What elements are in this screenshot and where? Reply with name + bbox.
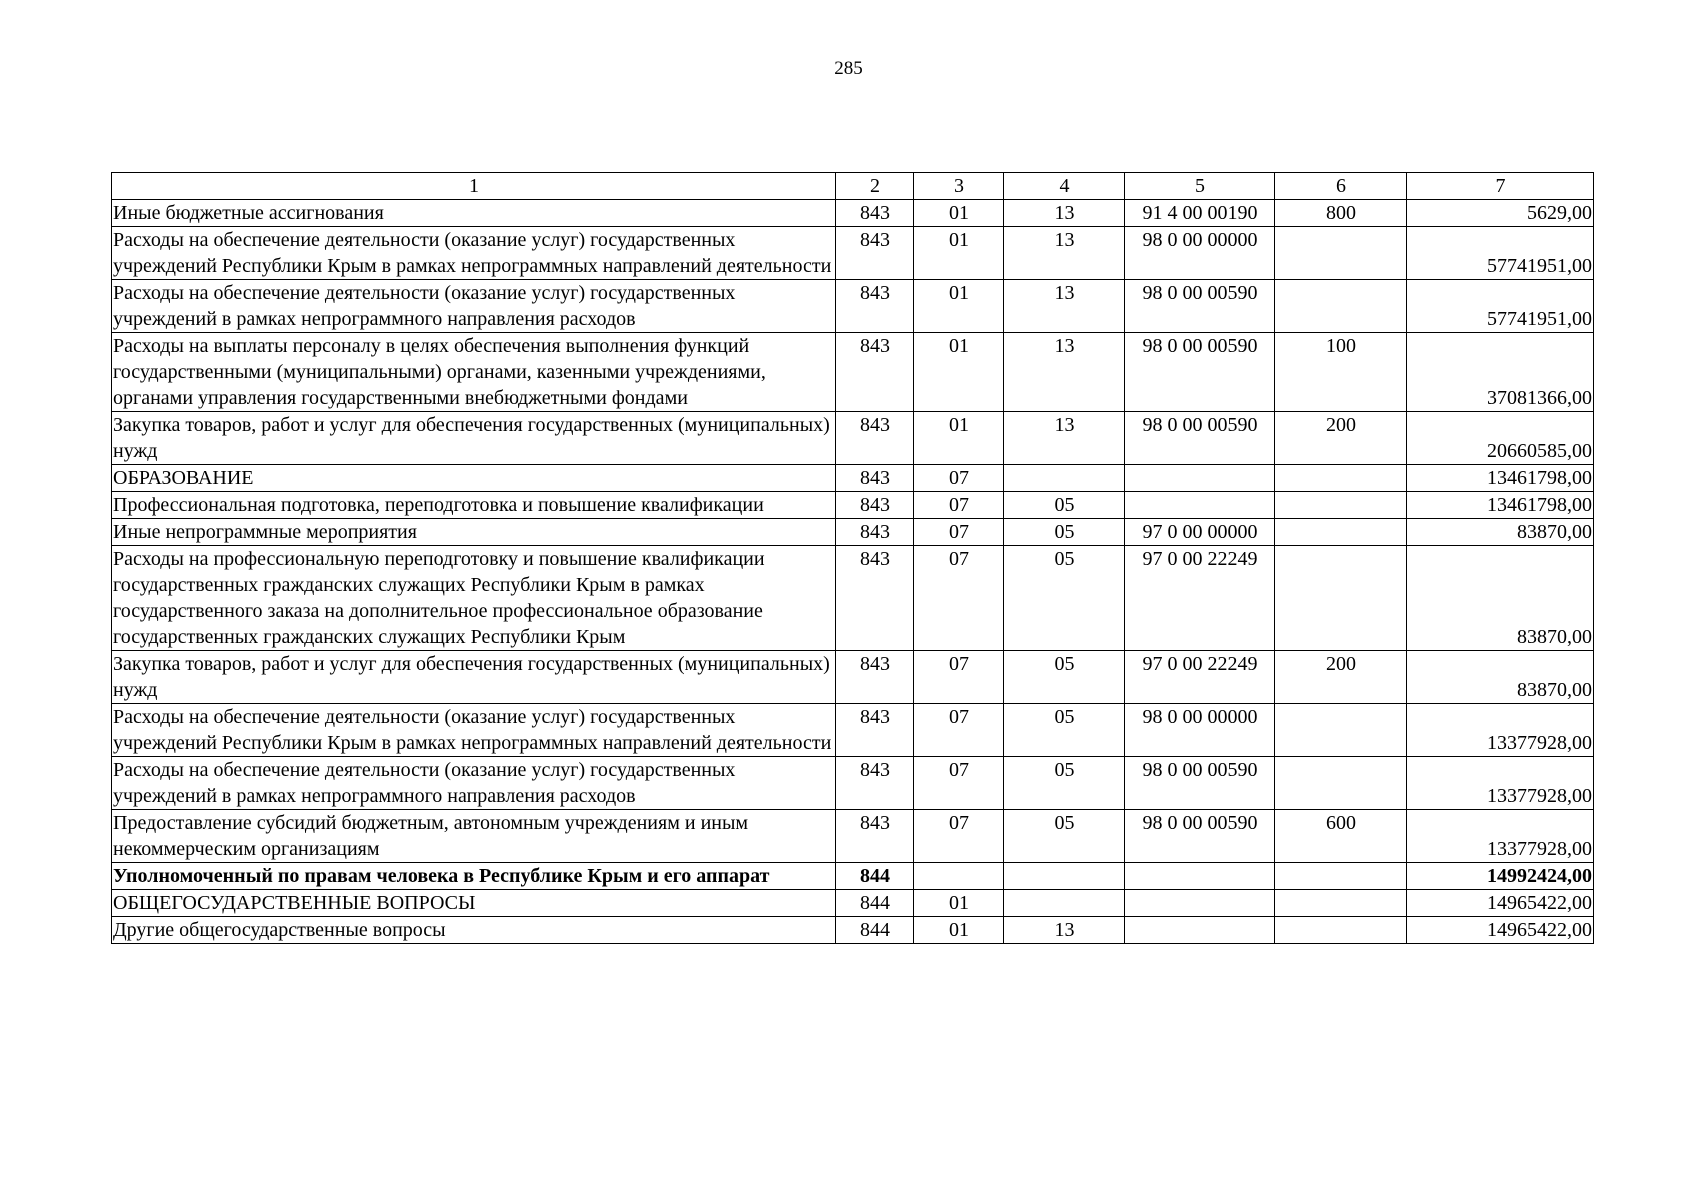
header-cell: 7 <box>1407 173 1594 200</box>
row-col5-cell <box>1125 492 1275 519</box>
row-name-cell: Расходы на обеспечение деятельности (оказание услуг) государственных учреждений в рамках непрограммного направления расходов <box>112 280 836 333</box>
row-amount-cell: 37081366,00 <box>1407 333 1594 412</box>
row-col6-cell: 200 <box>1275 651 1407 704</box>
row-col3-cell: 07 <box>914 704 1004 757</box>
row-col5-cell <box>1125 465 1275 492</box>
row-col2-cell: 843 <box>836 280 914 333</box>
page-number: 285 <box>834 58 863 79</box>
row-amount-cell: 14992424,00 <box>1407 863 1594 890</box>
row-name-cell: Закупка товаров, работ и услуг для обеспечения государственных (муниципальных) нужд <box>112 412 836 465</box>
row-name-cell: ОБЩЕГОСУДАРСТВЕННЫЕ ВОПРОСЫ <box>112 890 836 917</box>
table-row <box>112 546 1594 651</box>
table-row <box>112 227 1594 280</box>
row-col4-cell: 05 <box>1004 651 1125 704</box>
row-name-cell: Расходы на обеспечение деятельности (оказание услуг) государственных учреждений в рамках непрограммного направления расходов <box>112 757 836 810</box>
row-col5-cell: 98 0 00 00590 <box>1125 333 1275 412</box>
header-cell: 1 <box>112 173 836 200</box>
table-row <box>112 333 1594 412</box>
row-col4-cell: 05 <box>1004 704 1125 757</box>
row-amount-cell: 57741951,00 <box>1407 280 1594 333</box>
row-col5-cell: 97 0 00 00000 <box>1125 519 1275 546</box>
row-col4-cell: 13 <box>1004 333 1125 412</box>
row-col4-cell: 05 <box>1004 492 1125 519</box>
row-col3-cell <box>914 863 1004 890</box>
row-col4-cell: 13 <box>1004 412 1125 465</box>
row-col6-cell: 200 <box>1275 412 1407 465</box>
row-col6-cell: 800 <box>1275 200 1407 227</box>
row-col2-cell: 843 <box>836 651 914 704</box>
row-col2-cell: 843 <box>836 492 914 519</box>
header-cell: 6 <box>1275 173 1407 200</box>
row-col6-cell <box>1275 519 1407 546</box>
row-amount-cell: 5629,00 <box>1407 200 1594 227</box>
row-col4-cell: 13 <box>1004 280 1125 333</box>
row-col4-cell: 13 <box>1004 227 1125 280</box>
row-amount-cell: 13377928,00 <box>1407 810 1594 863</box>
row-amount-cell: 57741951,00 <box>1407 227 1594 280</box>
row-amount-cell: 83870,00 <box>1407 546 1594 651</box>
row-col2-cell: 843 <box>836 704 914 757</box>
row-col3-cell: 07 <box>914 810 1004 863</box>
row-col2-cell: 844 <box>836 890 914 917</box>
table-row <box>112 651 1594 704</box>
row-name-cell: Предоставление субсидий бюджетным, автономным учреждениям и иным некоммерческим организациям <box>112 810 836 863</box>
row-col6-cell: 600 <box>1275 810 1407 863</box>
row-amount-cell: 14965422,00 <box>1407 890 1594 917</box>
row-amount-cell: 13377928,00 <box>1407 704 1594 757</box>
row-col4-cell <box>1004 465 1125 492</box>
header-cell: 2 <box>836 173 914 200</box>
row-name-cell: Иные бюджетные ассигнования <box>112 200 836 227</box>
row-col3-cell: 07 <box>914 492 1004 519</box>
row-col6-cell <box>1275 492 1407 519</box>
row-col5-cell: 98 0 00 00000 <box>1125 704 1275 757</box>
table-row <box>112 280 1594 333</box>
table-row <box>112 412 1594 465</box>
table-row <box>112 810 1594 863</box>
row-col3-cell: 01 <box>914 280 1004 333</box>
row-col2-cell: 843 <box>836 227 914 280</box>
row-col3-cell: 01 <box>914 412 1004 465</box>
row-name-cell: Другие общегосударственные вопросы <box>112 917 836 944</box>
row-col5-cell: 97 0 00 22249 <box>1125 651 1275 704</box>
row-col5-cell: 98 0 00 00590 <box>1125 757 1275 810</box>
row-col3-cell: 01 <box>914 333 1004 412</box>
row-col6-cell <box>1275 757 1407 810</box>
row-col6-cell <box>1275 704 1407 757</box>
row-col6-cell <box>1275 227 1407 280</box>
row-col3-cell: 01 <box>914 227 1004 280</box>
table-row <box>112 757 1594 810</box>
row-col2-cell: 843 <box>836 519 914 546</box>
row-col2-cell: 843 <box>836 810 914 863</box>
row-amount-cell: 83870,00 <box>1407 651 1594 704</box>
header-cell: 5 <box>1125 173 1275 200</box>
row-col3-cell: 07 <box>914 757 1004 810</box>
table-header-row <box>112 173 1594 200</box>
row-col5-cell: 98 0 00 00590 <box>1125 810 1275 863</box>
row-name-cell: Профессиональная подготовка, переподготовка и повышение квалификации <box>112 492 836 519</box>
row-amount-cell: 20660585,00 <box>1407 412 1594 465</box>
row-col2-cell: 843 <box>836 200 914 227</box>
row-col4-cell <box>1004 863 1125 890</box>
table-row <box>112 890 1594 917</box>
header-cell: 4 <box>1004 173 1125 200</box>
row-amount-cell: 13377928,00 <box>1407 757 1594 810</box>
row-amount-cell: 13461798,00 <box>1407 492 1594 519</box>
table-row <box>112 917 1594 944</box>
row-col3-cell: 07 <box>914 519 1004 546</box>
row-name-cell: Расходы на профессиональную переподготовку и повышение квалификации государственных гражданских служащих Республики Крым в рамках государственного заказа на дополнительное профессиональное образование государственных гражданских служащих Республики Крым <box>112 546 836 651</box>
table-row <box>112 465 1594 492</box>
row-col3-cell: 01 <box>914 917 1004 944</box>
row-col4-cell: 13 <box>1004 917 1125 944</box>
row-col4-cell: 13 <box>1004 200 1125 227</box>
row-amount-cell: 14965422,00 <box>1407 917 1594 944</box>
row-col5-cell <box>1125 890 1275 917</box>
row-col6-cell <box>1275 890 1407 917</box>
table-row <box>112 519 1594 546</box>
row-col6-cell <box>1275 280 1407 333</box>
row-col4-cell: 05 <box>1004 810 1125 863</box>
row-col3-cell: 07 <box>914 651 1004 704</box>
budget-table <box>111 172 1594 944</box>
table-body <box>112 200 1594 944</box>
table-row <box>112 704 1594 757</box>
row-col3-cell: 01 <box>914 200 1004 227</box>
row-col5-cell: 98 0 00 00590 <box>1125 412 1275 465</box>
row-col6-cell <box>1275 546 1407 651</box>
row-col4-cell: 05 <box>1004 757 1125 810</box>
row-col6-cell <box>1275 917 1407 944</box>
row-name-cell: Расходы на обеспечение деятельности (оказание услуг) государственных учреждений Республики Крым в рамках непрограммных направлений деятельности <box>112 227 836 280</box>
row-name-cell: Расходы на выплаты персоналу в целях обеспечения выполнения функций государственными (муниципальными) органами, казенными учреждениями, органами управления государственными внебюджетными фондами <box>112 333 836 412</box>
table-row <box>112 492 1594 519</box>
row-col3-cell: 01 <box>914 890 1004 917</box>
row-col4-cell: 05 <box>1004 519 1125 546</box>
row-amount-cell: 13461798,00 <box>1407 465 1594 492</box>
table-row <box>112 863 1594 890</box>
row-amount-cell: 83870,00 <box>1407 519 1594 546</box>
row-col4-cell <box>1004 890 1125 917</box>
table-row <box>112 200 1594 227</box>
row-col2-cell: 843 <box>836 465 914 492</box>
row-name-cell: Уполномоченный по правам человека в Республике Крым и его аппарат <box>112 863 836 890</box>
row-col5-cell: 97 0 00 22249 <box>1125 546 1275 651</box>
row-name-cell: Расходы на обеспечение деятельности (оказание услуг) государственных учреждений Республики Крым в рамках непрограммных направлений деятельности <box>112 704 836 757</box>
row-col2-cell: 844 <box>836 917 914 944</box>
row-col2-cell: 844 <box>836 863 914 890</box>
row-col5-cell <box>1125 863 1275 890</box>
row-col6-cell <box>1275 465 1407 492</box>
row-col3-cell: 07 <box>914 546 1004 651</box>
row-col2-cell: 843 <box>836 333 914 412</box>
row-name-cell: Иные непрограммные мероприятия <box>112 519 836 546</box>
row-col5-cell <box>1125 917 1275 944</box>
row-col2-cell: 843 <box>836 757 914 810</box>
row-col4-cell: 05 <box>1004 546 1125 651</box>
row-col2-cell: 843 <box>836 412 914 465</box>
row-col3-cell: 07 <box>914 465 1004 492</box>
row-name-cell: Закупка товаров, работ и услуг для обеспечения государственных (муниципальных) нужд <box>112 651 836 704</box>
row-col6-cell: 100 <box>1275 333 1407 412</box>
row-col5-cell: 91 4 00 00190 <box>1125 200 1275 227</box>
row-col5-cell: 98 0 00 00590 <box>1125 280 1275 333</box>
row-col6-cell <box>1275 863 1407 890</box>
row-name-cell: ОБРАЗОВАНИЕ <box>112 465 836 492</box>
row-col2-cell: 843 <box>836 546 914 651</box>
header-cell: 3 <box>914 173 1004 200</box>
row-col5-cell: 98 0 00 00000 <box>1125 227 1275 280</box>
